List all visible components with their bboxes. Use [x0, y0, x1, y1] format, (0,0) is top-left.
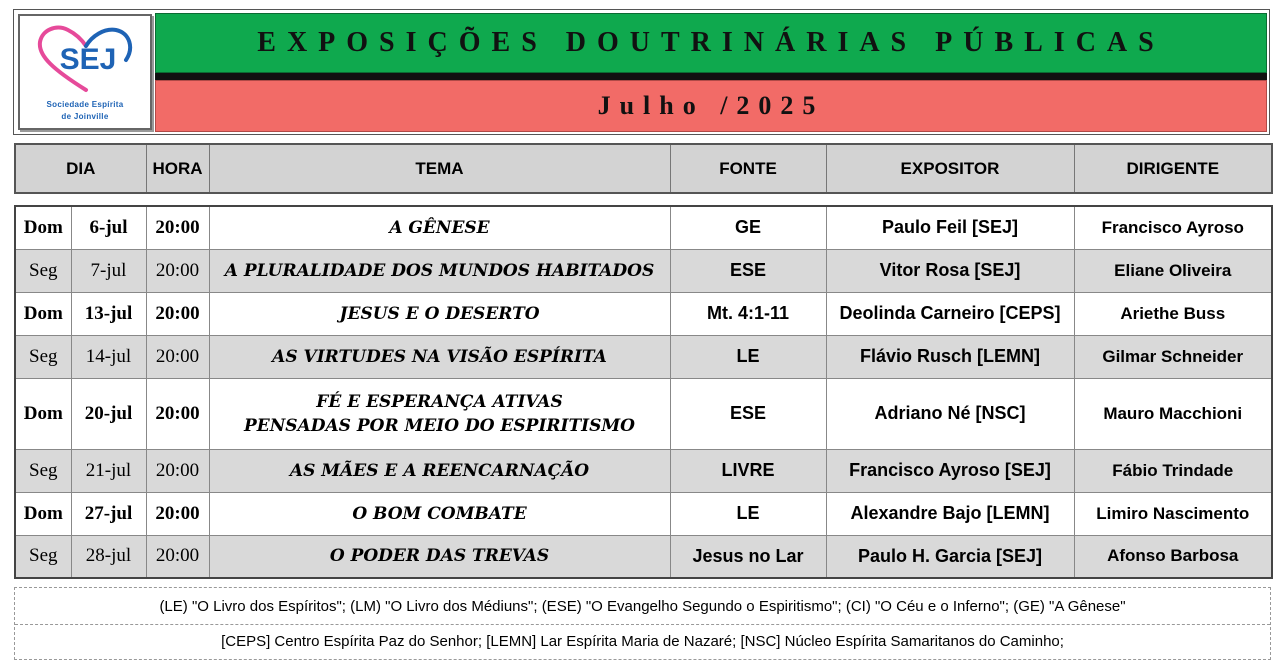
cell-fonte: Mt. 4:1-11 [670, 292, 826, 335]
cell-fonte: ESE [670, 378, 826, 449]
cell-hora: 20:00 [146, 335, 209, 378]
title-banner [155, 13, 1267, 73]
cell-hora: 20:00 [146, 535, 209, 578]
cell-dirigente: Mauro Macchioni [1074, 378, 1272, 449]
cell-dirigente: Eliane Oliveira [1074, 249, 1272, 292]
cell-fonte: LIVRE [670, 449, 826, 492]
column-header [14, 143, 1273, 194]
cell-hora: 20:00 [146, 378, 209, 449]
cell-hora: 20:00 [146, 292, 209, 335]
tema-line: JESUS E O DESERTO [339, 303, 540, 324]
cell-tema [209, 249, 670, 292]
col-expositor: EXPOSITOR [826, 144, 1074, 193]
cell-hora: 20:00 [146, 206, 209, 249]
legend-institutions: [CEPS] Centro Espírita Paz do Senhor; [LEMN] Lar Espírita Maria de Nazaré; [NSC] Núcleo Espírita Samaritanos do Caminho; [221, 633, 1064, 650]
cell-expositor: Deolinda Carneiro [CEPS] [826, 292, 1074, 335]
table-row [15, 206, 1272, 249]
cell-dia: Seg [15, 335, 71, 378]
cell-data: 14-jul [71, 335, 146, 378]
heart-logo-icon [34, 24, 138, 94]
cell-dirigente: Ariethe Buss [1074, 292, 1272, 335]
cell-data: 27-jul [71, 492, 146, 535]
page-title: EXPOSIÇÕES DOUTRINÁRIAS PÚBLICAS [257, 27, 1165, 58]
month-banner [155, 80, 1267, 132]
tema-line: O BOM COMBATE [352, 503, 527, 524]
tema-line: FÉ E ESPERANÇA ATIVAS [316, 391, 563, 412]
cell-data: 13-jul [71, 292, 146, 335]
schedule-table [14, 205, 1273, 579]
cell-data: 21-jul [71, 449, 146, 492]
legend-footer [14, 587, 1271, 660]
table-row [15, 449, 1272, 492]
table-row [15, 535, 1272, 578]
cell-hora: 20:00 [146, 492, 209, 535]
cell-expositor: Flávio Rusch [LEMN] [826, 335, 1074, 378]
cell-expositor: Paulo Feil [SEJ] [826, 206, 1074, 249]
cell-tema [209, 378, 670, 449]
table-row [15, 492, 1272, 535]
logo-subtitle-1: Sociedade Espírita [46, 100, 124, 109]
col-tema: TEMA [209, 144, 670, 193]
cell-hora: 20:00 [146, 449, 209, 492]
table-row [15, 335, 1272, 378]
cell-dirigente: Gilmar Schneider [1074, 335, 1272, 378]
cell-fonte: GE [670, 206, 826, 249]
cell-dirigente: Afonso Barbosa [1074, 535, 1272, 578]
logo-subtitle-2: de Joinville [61, 112, 109, 121]
cell-data: 7-jul [71, 249, 146, 292]
cell-tema [209, 492, 670, 535]
month-title: Julho /2025 [597, 91, 825, 120]
cell-data: 6-jul [71, 206, 146, 249]
cell-dia: Dom [15, 292, 71, 335]
cell-dirigente: Francisco Ayroso [1074, 206, 1272, 249]
tema-line: AS MÃES E A REENCARNAÇÃO [289, 460, 590, 481]
cell-dirigente: Fábio Trindade [1074, 449, 1272, 492]
col-dirigente: DIRIGENTE [1074, 144, 1272, 193]
cell-dirigente: Limiro Nascimento [1074, 492, 1272, 535]
cell-expositor: Alexandre Bajo [LEMN] [826, 492, 1074, 535]
cell-dia: Dom [15, 206, 71, 249]
cell-expositor: Paulo H. Garcia [SEJ] [826, 535, 1074, 578]
table-row [15, 378, 1272, 449]
cell-tema [209, 535, 670, 578]
cell-expositor: Francisco Ayroso [SEJ] [826, 449, 1074, 492]
legend-books: (LE) "O Livro dos Espíritos"; (LM) "O Livro dos Médiuns"; (ESE) "O Evangelho Segundo o Espiritismo"; (CI) "O Céu e o Inferno"; (GE) "A Gênese" [159, 598, 1126, 615]
footer-divider [15, 624, 1270, 625]
table-row [15, 292, 1272, 335]
cell-dia: Seg [15, 249, 71, 292]
cell-dia: Dom [15, 492, 71, 535]
tema-line: A GÊNESE [389, 217, 490, 238]
cell-fonte: ESE [670, 249, 826, 292]
tema-line: A PLURALIDADE DOS MUNDOS HABITADOS [224, 260, 655, 281]
cell-fonte: Jesus no Lar [670, 535, 826, 578]
cell-fonte: LE [670, 492, 826, 535]
cell-tema [209, 292, 670, 335]
col-hora: HORA [146, 144, 209, 193]
cell-tema [209, 449, 670, 492]
tema-line: AS VIRTUDES NA VISÃO ESPÍRITA [272, 346, 607, 367]
cell-data: 20-jul [71, 378, 146, 449]
cell-dia: Seg [15, 449, 71, 492]
cell-dia: Dom [15, 378, 71, 449]
cell-data: 28-jul [71, 535, 146, 578]
cell-tema [209, 206, 670, 249]
header [13, 9, 1270, 135]
col-dia: DIA [15, 144, 146, 193]
tema-line: O PODER DAS TREVAS [329, 546, 550, 567]
cell-hora: 20:00 [146, 249, 209, 292]
cell-expositor: Vitor Rosa [SEJ] [826, 249, 1074, 292]
tema-line: PENSADAS POR MEIO DO ESPIRITISMO [244, 415, 635, 436]
cell-tema [209, 335, 670, 378]
logo-text: SEJ [59, 43, 117, 76]
cell-expositor: Adriano Né [NSC] [826, 378, 1074, 449]
cell-fonte: LE [670, 335, 826, 378]
title-separator [155, 73, 1267, 80]
sej-logo [18, 14, 152, 130]
col-fonte: FONTE [670, 144, 826, 193]
cell-dia: Seg [15, 535, 71, 578]
table-row [15, 249, 1272, 292]
